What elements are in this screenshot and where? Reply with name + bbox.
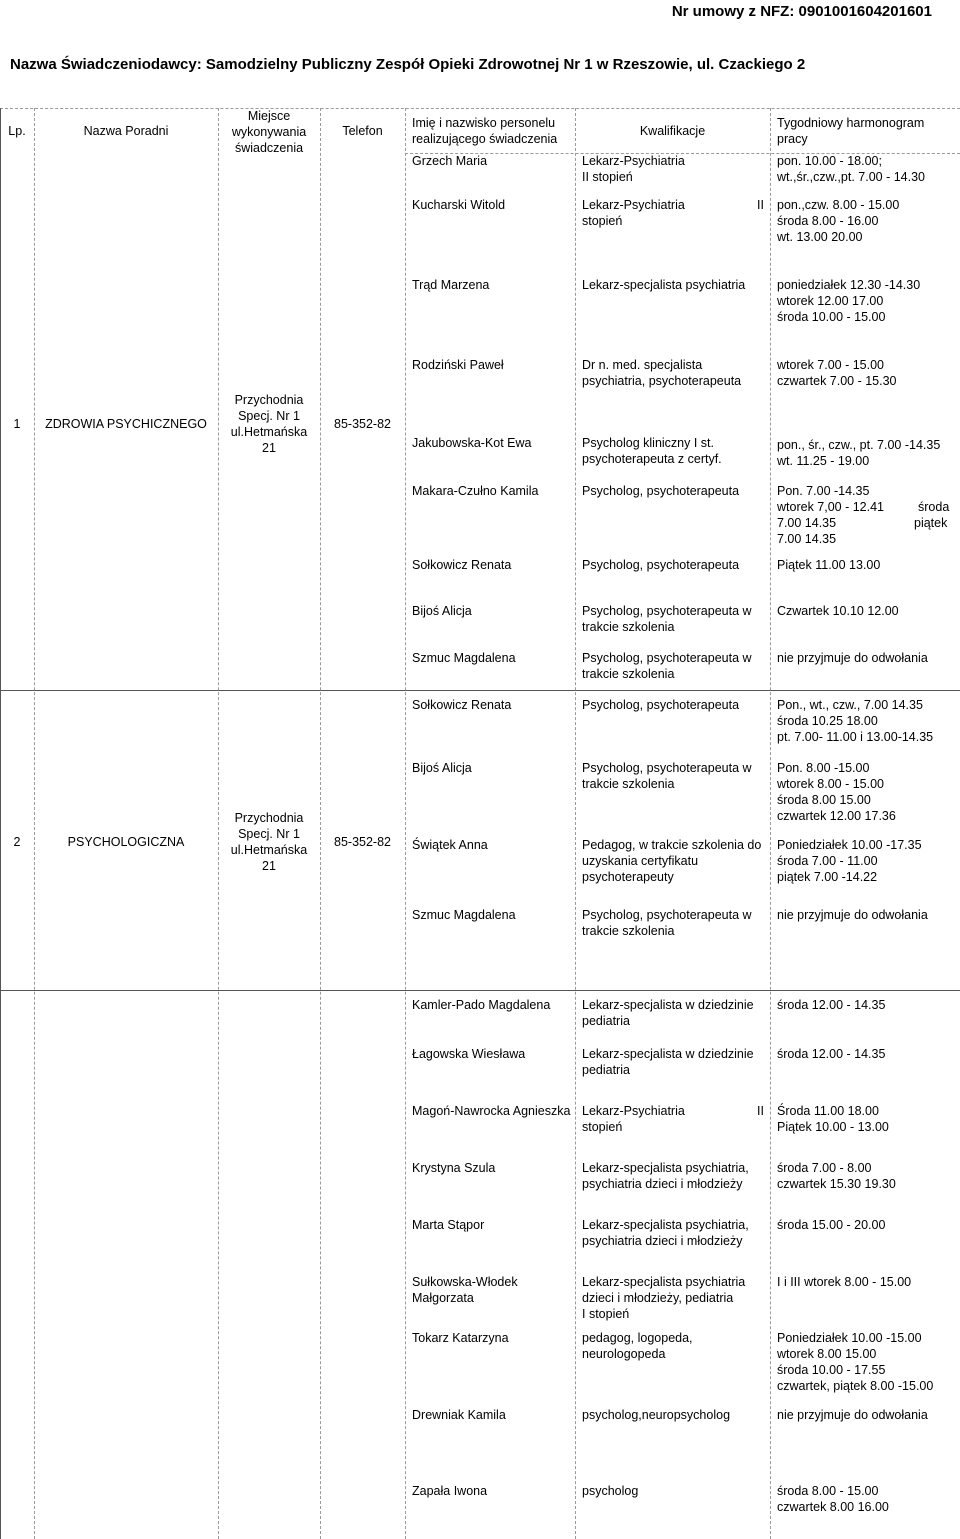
staff-hours: nie przyjmuje do odwołania	[777, 651, 928, 665]
staff-name: Szmuc Magdalena	[412, 908, 516, 922]
staff-hours: Poniedziałek 10.00 -15.00	[777, 1331, 922, 1345]
section-phone: 85-352-82	[334, 835, 391, 849]
staff-name: Bijoś Alicja	[412, 761, 472, 775]
staff-hours: piątek 7.00 -14.22	[777, 870, 878, 884]
header-poradnia: Nazwa Poradni	[83, 124, 169, 138]
staff-hours: środa	[918, 500, 950, 514]
staff-name: Szmuc Magdalena	[412, 651, 516, 665]
staff-qualification: pediatria	[582, 1014, 630, 1028]
staff-name: Grzech Maria	[412, 154, 488, 168]
section-name: PSYCHOLOGICZNA	[67, 835, 185, 849]
place-line: ul.Hetmańska	[230, 843, 308, 857]
staff-hours: środa 7.00 - 8.00	[777, 1161, 872, 1175]
header-harmonogram-2: pracy	[777, 132, 808, 146]
staff-hours: środa 8.00 15.00	[777, 793, 871, 807]
place-line: Przychodnia	[234, 393, 304, 407]
staff-qualification: pedagog, logopeda,	[582, 1331, 693, 1345]
staff-hours: środa 12.00 - 14.35	[777, 998, 886, 1012]
staff-qualification-degree: II	[757, 1104, 764, 1118]
header-miejsce-2: wykonywania	[231, 125, 307, 139]
staff-hours: Pon., wt., czw., 7.00 14.35	[777, 698, 923, 712]
place-line: 21	[262, 859, 276, 873]
staff-name: Sułkowska-Włodek	[412, 1275, 518, 1289]
header-miejsce-3: świadczenia	[234, 141, 304, 155]
header-personel-2: realizującego świadczenia	[412, 132, 558, 146]
staff-hours: I i III wtorek 8.00 - 15.00	[777, 1275, 912, 1289]
section-lp: 1	[13, 417, 21, 431]
place-line: Specj. Nr 1	[238, 409, 300, 423]
staff-hours: wt.,śr.,czw.,pt. 7.00 - 14.30	[777, 170, 925, 184]
staff-name: Rodziński Paweł	[412, 358, 504, 372]
staff-qualification: Lekarz-specjalista psychiatria	[582, 278, 746, 292]
staff-qualification: psychoterapeuta z certyf.	[582, 452, 722, 466]
staff-hours: Poniedziałek 10.00 -17.35	[777, 838, 922, 852]
staff-hours: środa 10.25 18.00	[777, 714, 878, 728]
staff-qualification: stopień	[582, 1120, 623, 1134]
staff-name: Drewniak Kamila	[412, 1408, 506, 1422]
header-harmonogram-1: Tygodniowy harmonogram	[777, 116, 925, 130]
staff-name: Krystyna Szula	[412, 1161, 496, 1175]
staff-qualification: Lekarz-Psychiatria	[582, 1104, 685, 1118]
section-name: ZDROWIA PSYCHICZNEGO	[45, 417, 207, 431]
staff-qualification: trakcie szkolenia	[582, 620, 675, 634]
staff-hours: środa 15.00 - 20.00	[777, 1218, 886, 1232]
staff-qualification: Psycholog, psychoterapeuta w	[582, 761, 752, 775]
staff-qualification: Psycholog, psychoterapeuta w	[582, 908, 752, 922]
staff-hours: pon., śr., czw., pt. 7.00 -14.35	[777, 438, 941, 452]
section-lp: 2	[13, 835, 21, 849]
staff-hours: 7.00 14.35	[777, 532, 837, 546]
staff-hours: środa 10.00 - 15.00	[777, 310, 886, 324]
staff-qualification: uzyskania certyfikatu	[582, 854, 699, 868]
staff-hours: wtorek 8.00 15.00	[777, 1347, 877, 1361]
staff-name: Sołkowicz Renata	[412, 698, 512, 712]
header-personel-1: Imię i nazwisko personelu	[412, 116, 556, 130]
staff-hours: środa 10.00 - 17.55	[777, 1363, 886, 1377]
staff-hours: 7.00 14.35	[777, 516, 837, 530]
staff-hours: Piątek 11.00 13.00	[777, 558, 881, 572]
staff-name: Zapała Iwona	[412, 1484, 488, 1498]
staff-hours: wtorek 12.00 17.00	[777, 294, 884, 308]
staff-qualification: Dr n. med. specjalista	[582, 358, 703, 372]
staff-qualification: pediatria	[582, 1063, 630, 1077]
staff-qualification: trakcie szkolenia	[582, 667, 675, 681]
staff-qualification: Lekarz-specjalista w dziedzinie	[582, 1047, 754, 1061]
staff-name: Makara-Czułno Kamila	[412, 484, 539, 498]
staff-qualification: Pedagog, w trakcie szkolenia do	[582, 838, 762, 852]
staff-qualification: Psycholog, psychoterapeuta	[582, 484, 740, 498]
staff-qualification: trakcie szkolenia	[582, 777, 675, 791]
staff-hours: wt. 11.25 - 19.00	[777, 454, 870, 468]
staff-qualification: I stopień	[582, 1307, 630, 1321]
place-line: ul.Hetmańska	[230, 425, 308, 439]
staff-hours: Piątek 10.00 - 13.00	[777, 1120, 889, 1134]
staff-qualification: Psycholog, psychoterapeuta	[582, 698, 740, 712]
staff-qualification: Psycholog kliniczny I st.	[582, 436, 714, 450]
staff-hours: czwartek, piątek 8.00 -15.00	[777, 1379, 934, 1393]
staff-name: Marta Stąpor	[412, 1218, 485, 1232]
staff-hours: poniedziałek 12.30 -14.30	[777, 278, 921, 292]
staff-hours: czwartek 12.00 17.36	[777, 809, 896, 823]
staff-qualification: Psycholog, psychoterapeuta w	[582, 651, 752, 665]
staff-name: Sołkowicz Renata	[412, 558, 512, 572]
staff-name: Trąd Marzena	[412, 278, 490, 292]
staff-qualification: Lekarz-specjalista w dziedzinie	[582, 998, 754, 1012]
staff-qualification: dzieci i młodzieży, pediatria	[582, 1291, 734, 1305]
staff-name: Tokarz Katarzyna	[412, 1331, 509, 1345]
staff-hours: nie przyjmuje do odwołania	[777, 908, 928, 922]
staff-name: Bijoś Alicja	[412, 604, 472, 618]
staff-name: Jakubowska-Kot Ewa	[412, 436, 532, 450]
staff-hours: nie przyjmuje do odwołania	[777, 1408, 928, 1422]
staff-hours: Pon. 8.00 -15.00	[777, 761, 870, 775]
staff-hours: Pon. 7.00 -14.35	[777, 484, 870, 498]
staff-qualification: Psycholog, psychoterapeuta	[582, 558, 740, 572]
staff-hours: wtorek 7,00 - 12.41	[777, 500, 885, 514]
place-line: Specj. Nr 1	[238, 827, 300, 841]
staff-qualification: psychiatria dzieci i młodzieży	[582, 1177, 743, 1191]
staff-hours: Środa 11.00 18.00	[777, 1104, 879, 1118]
staff-hours: środa 7.00 - 11.00	[777, 854, 878, 868]
staff-hours: Czwartek 10.10 12.00	[777, 604, 899, 618]
staff-qualification: psycholog	[582, 1484, 639, 1498]
staff-hours: środa 8.00 - 16.00	[777, 214, 879, 228]
staff-qualification: II stopień	[582, 170, 633, 184]
staff-qualification: Lekarz-Psychiatria	[582, 154, 685, 168]
staff-name: Łagowska Wiesława	[412, 1047, 526, 1061]
staff-qualification: psychiatria, psychoterapeuta	[582, 374, 742, 388]
staff-hours: czwartek 7.00 - 15.30	[777, 374, 897, 388]
staff-qualification: Lekarz-specjalista psychiatria,	[582, 1218, 749, 1232]
staff-hours: środa 12.00 - 14.35	[777, 1047, 886, 1061]
staff-name: Magoń-Nawrocka Agnieszka	[412, 1104, 571, 1118]
staff-qualification: Lekarz-Psychiatria	[582, 198, 685, 212]
staff-qualification: Psycholog, psychoterapeuta w	[582, 604, 752, 618]
staff-qualification: psychiatria dzieci i młodzieży	[582, 1234, 743, 1248]
staff-qualification: Lekarz-specjalista psychiatria	[582, 1275, 746, 1289]
staff-hours: wtorek 7.00 - 15.00	[777, 358, 885, 372]
staff-qualification-degree: II	[757, 198, 764, 212]
staff-name: Małgorzata	[412, 1291, 474, 1305]
staff-hours: wt. 13.00 20.00	[777, 230, 863, 244]
staff-name: Kamler-Pado Magdalena	[412, 998, 551, 1012]
place-line: Przychodnia	[234, 811, 304, 825]
staff-name: Kucharski Witold	[412, 198, 506, 212]
provider-name: Nazwa Świadczeniodawcy: Samodzielny Publiczny Zespół Opieki Zdrowotnej Nr 1 w Rzeszowie, ul. Czackiego 2	[10, 56, 806, 73]
staff-qualification: trakcie szkolenia	[582, 924, 675, 938]
header-miejsce-1: Miejsce	[247, 109, 291, 123]
staff-hours: czwartek 8.00 16.00	[777, 1500, 889, 1514]
staff-hours: pon.,czw. 8.00 - 15.00	[777, 198, 900, 212]
contract-number: Nr umowy z NFZ: 0901001604201601	[671, 3, 932, 20]
staff-hours: czwartek 15.30 19.30	[777, 1177, 896, 1191]
header-telefon: Telefon	[342, 124, 383, 138]
staff-qualification: psychoterapeuty	[582, 870, 674, 884]
staff-hours: wtorek 8.00 - 15.00	[777, 777, 885, 791]
staff-hours: piątek	[914, 516, 948, 530]
staff-hours: pt. 7.00- 11.00 i 13.00-14.35	[777, 730, 934, 744]
header-lp: Lp.	[8, 124, 26, 138]
staff-qualification: psycholog,neuropsycholog	[582, 1408, 731, 1422]
place-line: 21	[262, 441, 276, 455]
staff-qualification: Lekarz-specjalista psychiatria,	[582, 1161, 749, 1175]
staff-qualification: stopień	[582, 214, 623, 228]
staff-name: Świątek Anna	[412, 838, 488, 852]
staff-qualification: neurologopeda	[582, 1347, 666, 1361]
staff-hours: środa 8.00 - 15.00	[777, 1484, 879, 1498]
staff-hours: pon. 10.00 - 18.00;	[777, 154, 882, 168]
section-phone: 85-352-82	[334, 417, 391, 431]
header-kwalifikacje: Kwalifikacje	[639, 124, 706, 138]
